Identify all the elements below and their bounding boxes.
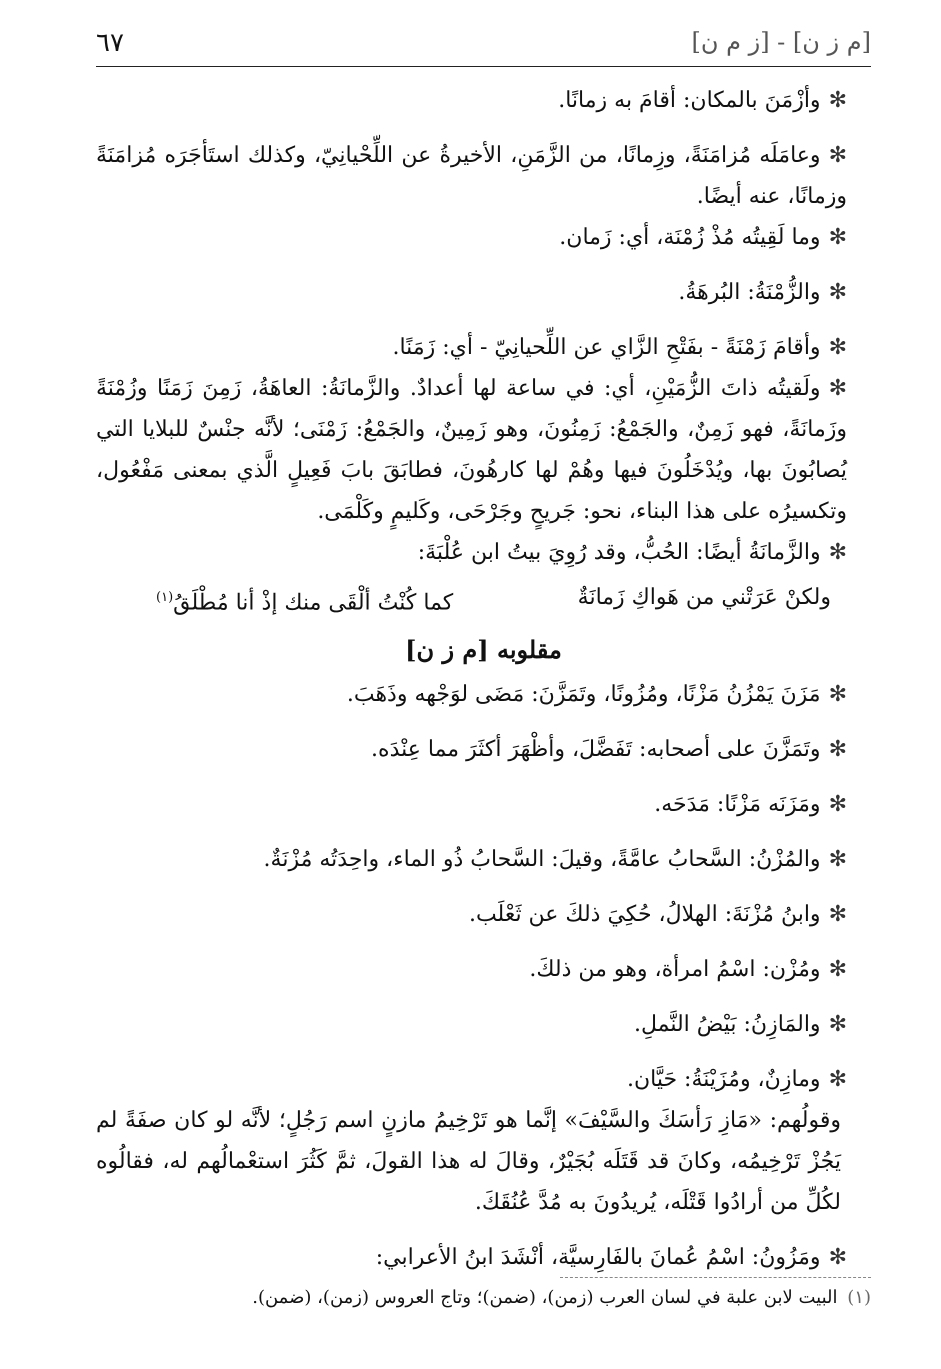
entry-marker-icon: ✻: [828, 847, 847, 873]
entry: ✻وأقامَ زَمْنَةً - بفَتْحِ الزَّاي عن اللِّحيانِيّ - أي: زَمَنًا.: [96, 327, 871, 368]
entry: ✻وما لَقِيتُه مُذْ زُمْنَة، أي: زَمان.: [96, 217, 871, 258]
entry: ✻والمُزْنُ: السَّحابُ عامَّةً، وقيلَ: السَّحابُ ذُو الماء، واحِدَتُه مُزْنَةٌ.: [96, 839, 871, 880]
verse-first-hemistich: ولكنْ عَرَتْني من هَواكِ زَمانَةٌ: [577, 585, 831, 610]
entry-marker-icon: ✻: [828, 88, 847, 113]
entry-marker-icon: ✻: [828, 792, 847, 818]
entry-marker-icon: ✻: [828, 957, 847, 983]
entry-marker-icon: ✻: [828, 737, 847, 763]
entry-marker-icon: ✻: [828, 376, 847, 401]
entry-marker-icon: ✻: [828, 1067, 847, 1093]
poetry-verse: [96, 577, 871, 623]
entry: ✻وأزْمَنَ بالمكان: أقامَ به زمانًا.: [96, 80, 871, 121]
section-title: مقلوبه [م ز ن]: [405, 635, 562, 665]
running-head: [ز م ن] - [م ز ن]: [691, 28, 871, 56]
entry: ✻والمَازِنُ: بَيْضُ النَّملِ.: [96, 1004, 871, 1045]
footnote: [96, 1284, 871, 1312]
header-rule: [96, 66, 871, 67]
entry-marker-icon: ✻: [828, 540, 847, 565]
entry: ✻ومَزَنَه مَزْنًا: مَدَحَه.: [96, 784, 871, 825]
paragraph: وقولُهم: «مَازِ رَأسَكَ والسَّيْفَ» إنَّما هو تَرْخِيمُ مازنٍ اسم رَجُلٍ؛ لأنَّه لو كان صفَةً لم يَجُزْ تَرْخِيمُه، وكانَ قد قَتَلَه بُجَيْرٌ، وقالَ له هذا القولَ، ثمَّ كَثُرَ استعْمالُهم له، فقالُوه لكُلِّ من أرادُوا قَتْلَه، يُريدُونَ به مُدَّ عُنُقَكَ.: [96, 1108, 841, 1216]
entry-marker-icon: ✻: [828, 682, 847, 708]
entry-marker-icon: ✻: [828, 902, 847, 928]
footnote-rule: [560, 1277, 871, 1278]
entry-marker-icon: ✻: [828, 335, 847, 360]
entry: ✻مَزَنَ يَمْزُنُ مَزْنًا، ومُزُونًا، وتَمَزَّنَ: مَضَى لوَجْهه وذَهَبَ.: [96, 674, 871, 715]
footnote-text: البيت لابن علبة في لسان العرب (زمن)، (ضمن)؛ وتاج العروس (زمن)، (ضمن).: [252, 1287, 838, 1308]
entry: ✻ومُزْن: اسْمُ امرأة، وهو من ذلكَ.: [96, 949, 871, 990]
entry-marker-icon: ✻: [828, 225, 847, 250]
entry-marker-icon: ✻: [828, 1245, 847, 1271]
entry: ✻والزُّمْنَةُ: البُرهَةُ.: [96, 272, 871, 313]
entry-marker-icon: ✻: [828, 143, 847, 168]
entry-marker-icon: ✻: [828, 1012, 847, 1038]
entry: ✻وابنُ مُزْنَةَ: الهلالُ، حُكِيَ ذلكَ عن ثَعْلَب.: [96, 894, 871, 935]
entry: ✻والزَّمانَةُ أيضًا: الحُبُّ، وقد رُوِيَ بيتُ ابن عُلْبَةَ:: [96, 532, 871, 573]
entry: ✻وعامَلَه مُزامَنَةً، وزِمانًا، من الزَّمَنِ، الأخيرةُ عن اللِّحْيانِيّ، وكذلك استَأجَرَه مُزامَنَةً وزمانًا، عنه أيضًا.: [96, 135, 871, 217]
entry: ✻ومازِنٌ، ومُزَيْنَةُ: حَيَّان.: [96, 1059, 871, 1100]
entry: ✻ولَقيتُه ذاتَ الزُّمَيْنِ، أي: في ساعة لها أعدادٌ. والزَّمانَةُ: العاهَةُ، زَمِنَ زَمَنًا وزُمْنَةً وزَمانَةً، فهو زَمِنٌ، والجَمْعُ: زَمِنُونَ، وهو زَمِينٌ، والجَمْعُ: زَمْنَى؛ لأنَّه جنْسٌ للبلايا التي يُصابُونَ بها، ويُدْخَلُونَ فيها وهُمْ لها كارهُونَ، فطابَقَ بابَ فَعِيلٍ الَّذي بمعنى مَفْعُول، وتكسيرُه على هذا البناء، نحو: جَريحٍ وجَرْحَى، وكَليمٍ وكَلْمَى.: [96, 368, 871, 532]
footnote-ref: (١): [156, 590, 174, 605]
footnote-mark: (١): [847, 1287, 871, 1308]
page-body: [96, 80, 871, 1278]
page-header: [96, 24, 871, 68]
verse-second-hemistich: كما كُنْتُ ألْقَى منك إذْ أنا مُطْلَقُ$^{(١)}$: [156, 590, 454, 616]
entry: ✻وتَمَزَّنَ على أصحابه: تَفَضَّلَ، وأظْهَرَ أكثَرَ مما عِنْدَه.: [96, 729, 871, 770]
page-number: ٦٧: [96, 28, 124, 58]
entry: ✻ومَزُونُ: اسْمُ عُمانَ بالفَارِسيَّة، أنْشَدَ ابنُ الأعرابي:: [96, 1237, 871, 1278]
entry-marker-icon: ✻: [828, 280, 847, 305]
